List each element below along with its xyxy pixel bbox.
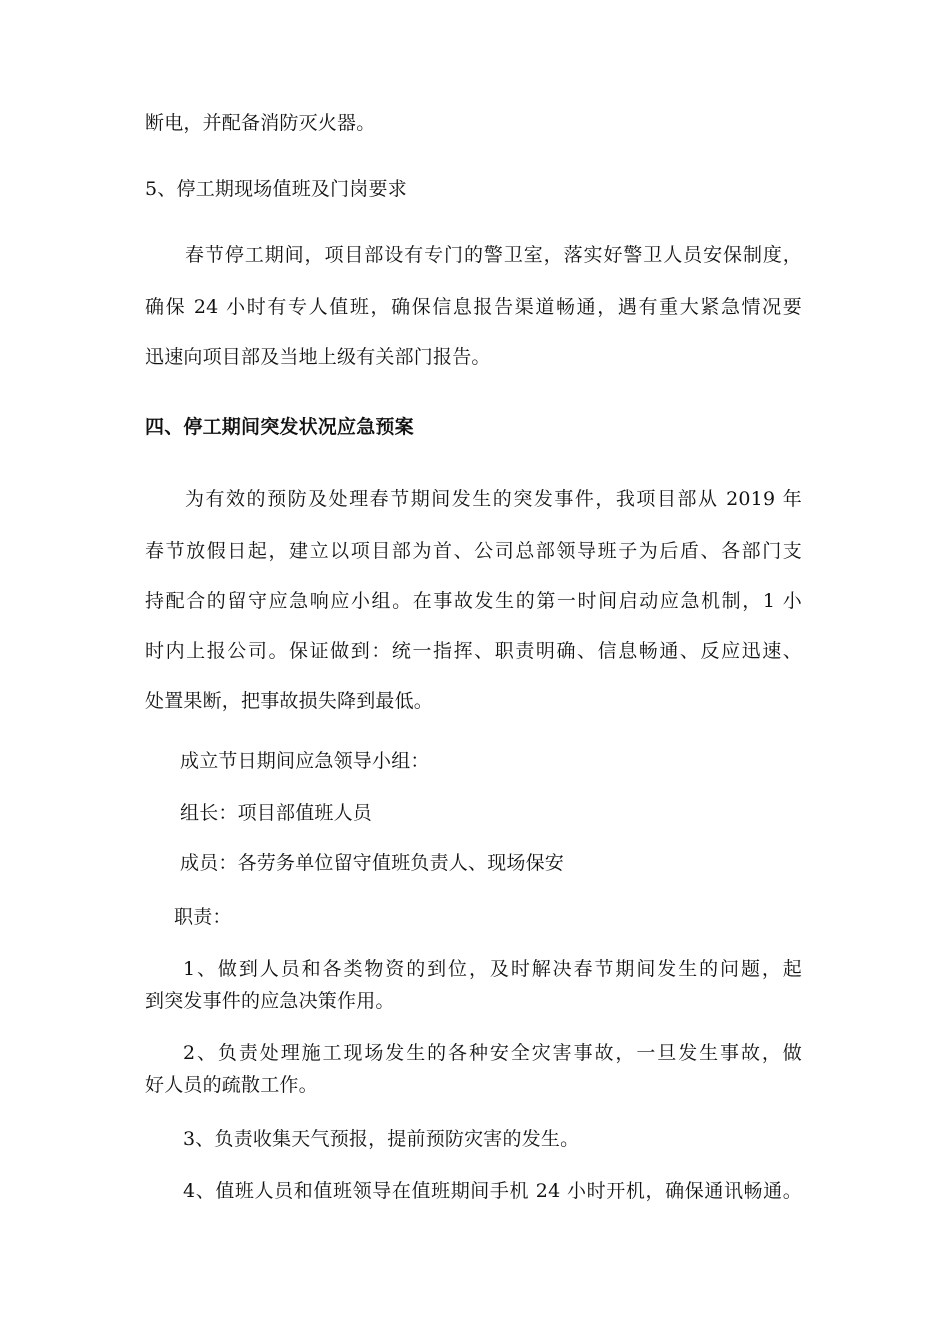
intro-line-2: 春节放假日起，建立以项目部为首、公司总部领导班子为后盾、各部门支 — [145, 540, 802, 562]
group-leader: 组长：项目部值班人员 — [180, 802, 373, 824]
duty-2-line-1: 2、负责处理施工现场发生的各种安全灾害事故，一旦发生事故，做 — [183, 1042, 802, 1064]
section-5-line-1: 春节停工期间，项目部设有专门的警卫室，落实好警卫人员安保制度， — [185, 244, 802, 266]
intro-line-3: 持配合的留守应急响应小组。在事故发生的第一时间启动应急机制，1 小 — [145, 590, 802, 612]
section-5-title: 5、停工期现场值班及门岗要求 — [145, 178, 407, 200]
duty-3: 3、负责收集天气预报，提前预防灾害的发生。 — [183, 1128, 580, 1150]
intro-line-5: 处置果断，把事故损失降到最低。 — [145, 690, 434, 712]
duty-4: 4、值班人员和值班领导在值班期间手机 24 小时开机，确保通讯畅通。 — [183, 1180, 802, 1202]
section-5-line-2: 确保 24 小时有专人值班，确保信息报告渠道畅通，遇有重大紧急情况要 — [145, 296, 802, 318]
continuation-text: 断电，并配备消防灭火器。 — [145, 112, 376, 134]
group-title: 成立节日期间应急领导小组： — [180, 750, 430, 772]
section-4-heading: 四、停工期间突发状况应急预案 — [145, 416, 414, 438]
section-5-line-3: 迅速向项目部及当地上级有关部门报告。 — [145, 346, 491, 368]
intro-line-1: 为有效的预防及处理春节期间发生的突发事件，我项目部从 2019 年 — [185, 488, 802, 510]
duties-label: 职责： — [174, 906, 232, 928]
duty-1-line-1: 1、做到人员和各类物资的到位，及时解决春节期间发生的问题，起 — [183, 958, 802, 980]
group-members: 成员：各劳务单位留守值班负责人、现场保安 — [180, 852, 565, 874]
intro-line-4: 时内上报公司。保证做到：统一指挥、职责明确、信息畅通、反应迅速、 — [145, 640, 802, 662]
duty-1-line-2: 到突发事件的应急决策作用。 — [145, 990, 395, 1012]
duty-2-line-2: 好人员的疏散工作。 — [145, 1074, 318, 1096]
